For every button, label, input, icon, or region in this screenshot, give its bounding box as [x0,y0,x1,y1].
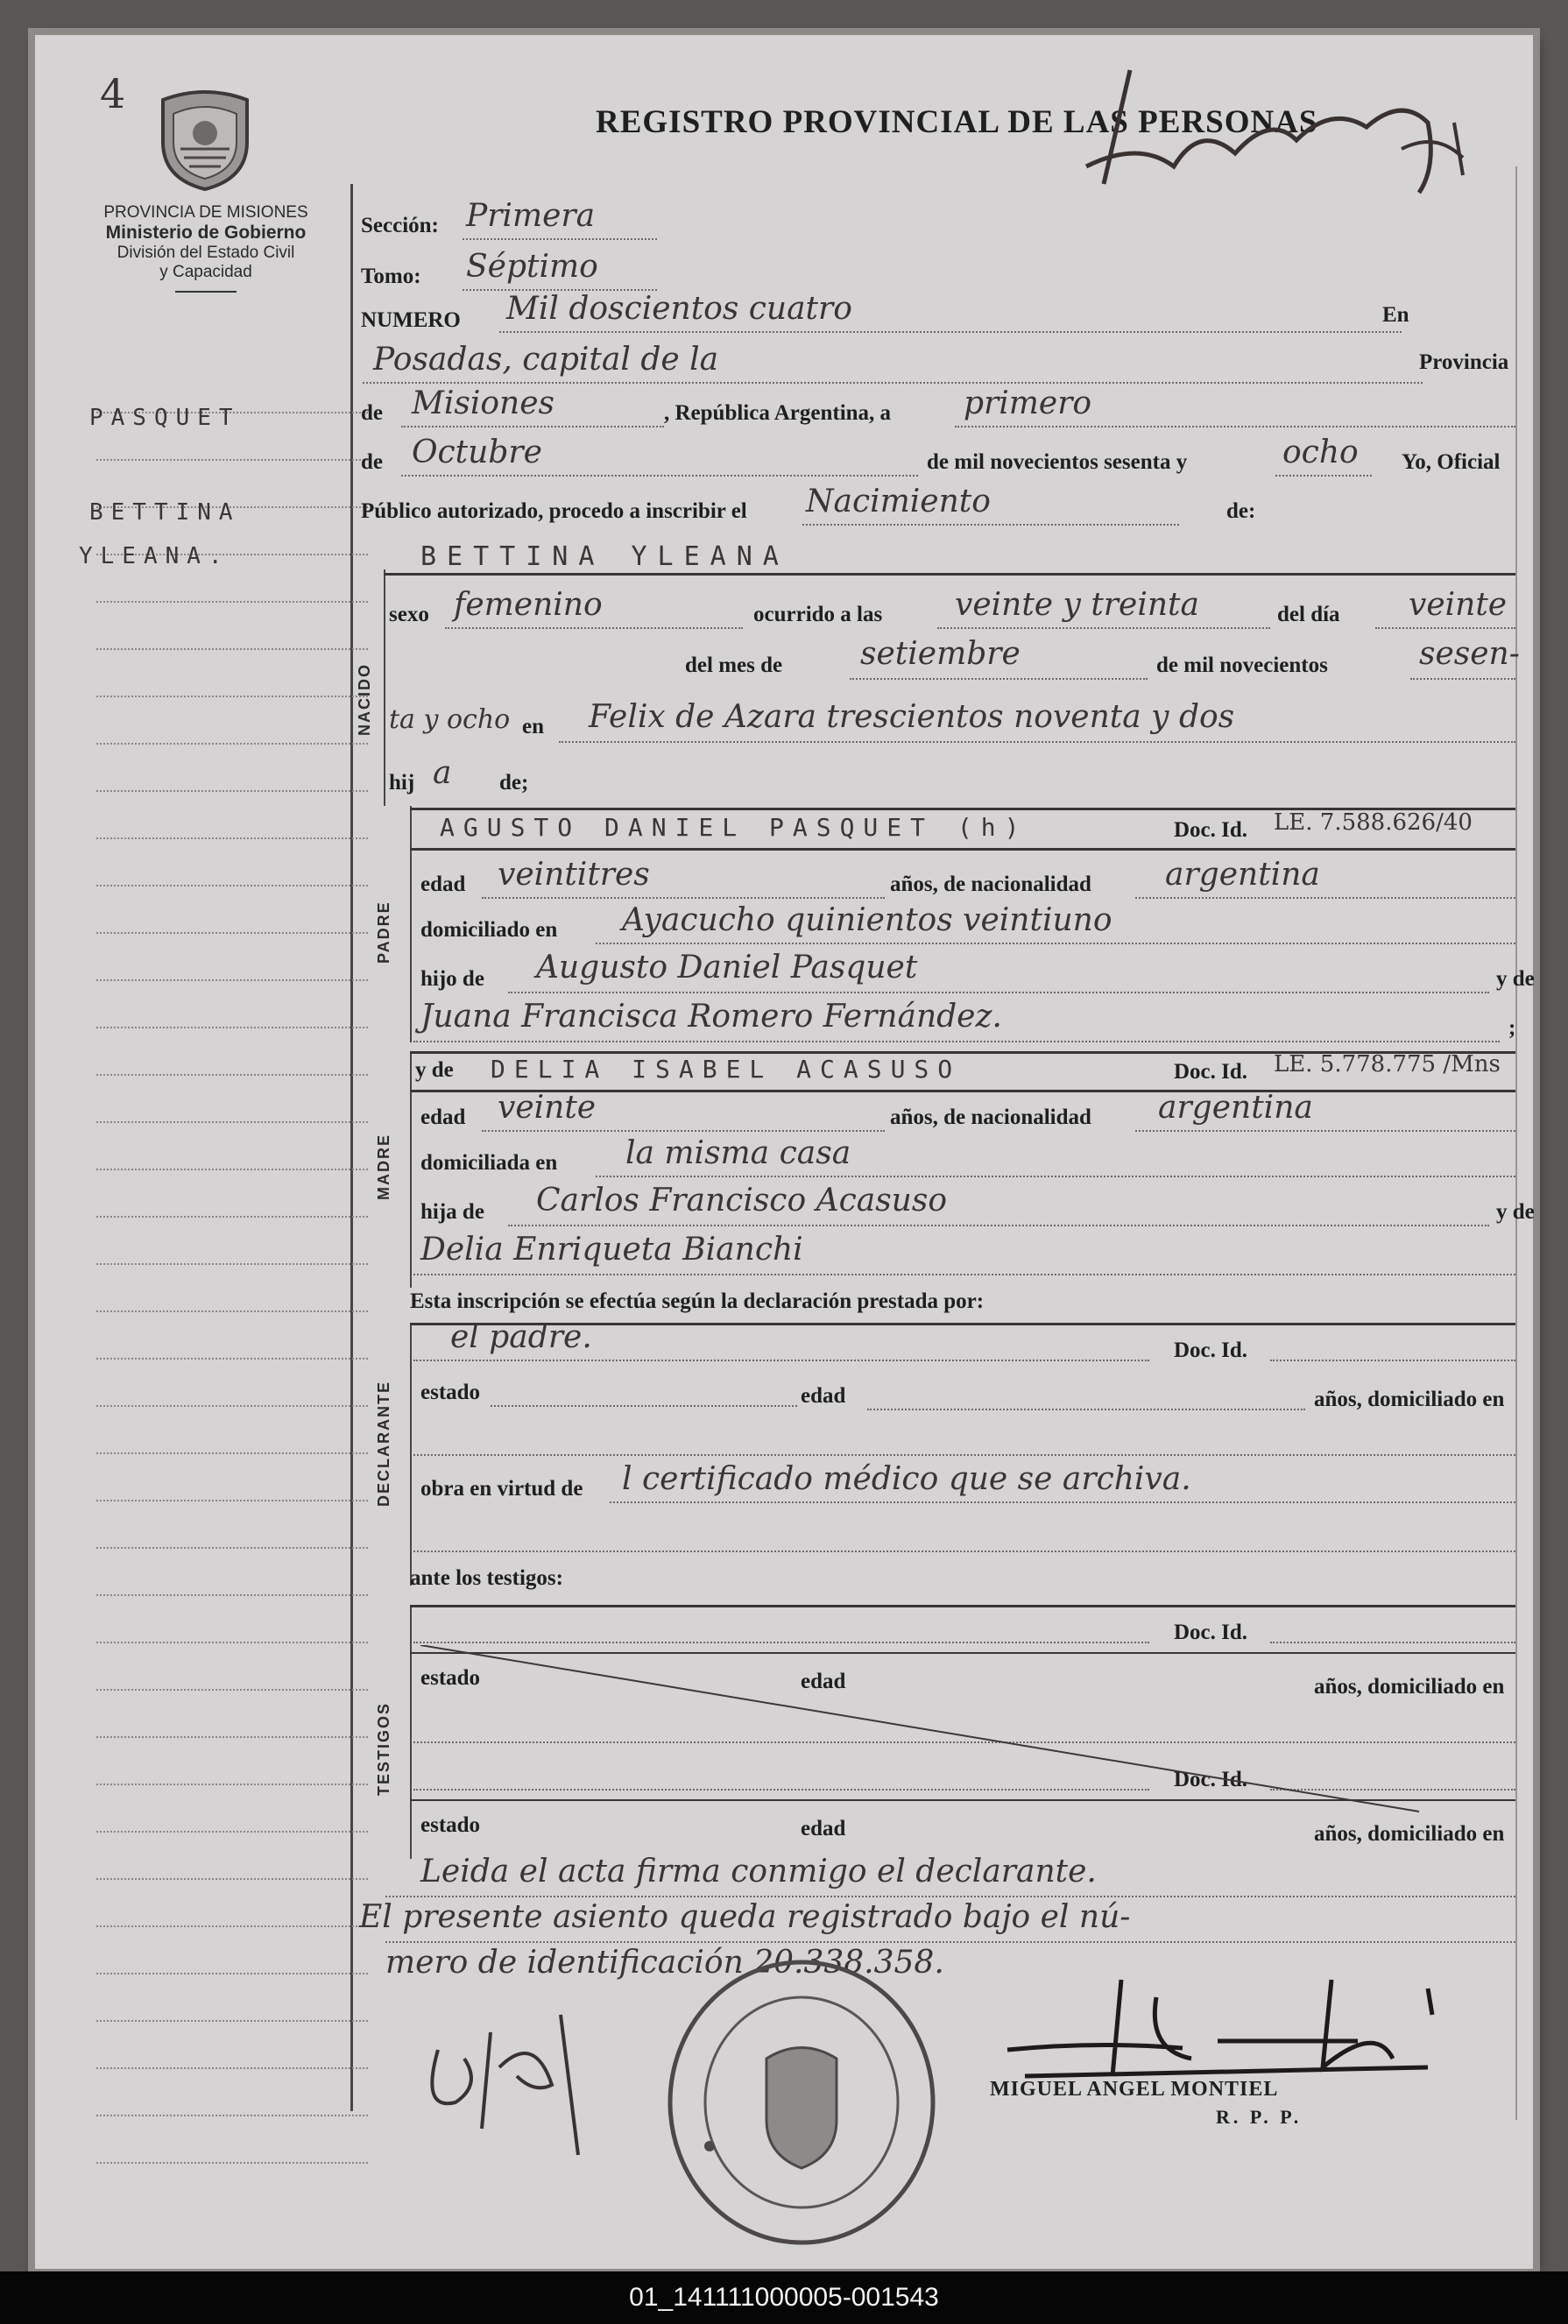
margin-rule [96,790,368,792]
margin-rule [96,696,368,697]
margin-rule [96,648,368,650]
value-mes-nac: setiembre [860,636,1021,672]
document-title: REGISTRO PROVINCIAL DE LAS PERSONAS [596,104,1318,140]
margin-rule [96,1074,368,1076]
margin-rule [96,1784,368,1785]
margin-rule [96,2115,368,2116]
label-testigo-2-domic: años, domiciliado en [1314,1822,1505,1846]
note-line-1: Leida el acta firma conmigo el declarante. [420,1854,1097,1890]
margin-rule [96,932,368,934]
line-anio-nac-a [1410,678,1515,680]
margin-rule [96,1925,368,1927]
label-numero: NUMERO [361,308,461,332]
margin-rule [96,1263,368,1265]
side-label-madre: MADRE [375,1134,392,1200]
line-padre-madre [413,1041,1500,1042]
margin-surname: PASQUET [89,405,241,431]
margin-rule [96,1594,368,1596]
side-label-padre: PADRE [375,901,392,964]
label-ocurrido: ocurrido a las [753,603,883,626]
value-padre-padre: Augusto Daniel Pasquet [536,950,918,985]
margin-rule [96,1452,368,1454]
padre-bracket [410,806,412,1042]
label-de-1: de [361,401,383,425]
margin-rule [96,1405,368,1407]
line-dia [955,426,1515,427]
label-provincia: Provincia [1419,350,1509,374]
label-madre-domic: domiciliada en [420,1151,558,1175]
value-hij-suffix: a [433,755,452,791]
line-padre-edad [482,897,885,899]
value-nacido-nombre: BETTINA YLEANA [420,541,789,572]
value-acto: Nacimiento [806,484,991,519]
line-madre-nac [1135,1130,1515,1132]
line-note-2 [385,1941,1515,1943]
label-testigo-2-estado: estado [420,1813,481,1837]
margin-rule [96,979,368,981]
label-madre-y-de-2: y de [1496,1200,1535,1224]
label-testigo-1-domic: años, domiciliado en [1314,1675,1505,1699]
margin-given-2: YLEANA. [79,543,230,569]
value-ciudad: Posadas, capital de la [373,342,719,378]
margin-rule [96,1547,368,1549]
rule-padre-name [410,848,1515,851]
label-seccion: Sección: [361,214,439,237]
testigos-bracket [410,1605,412,1859]
label-testigo-1-edad: edad [801,1670,846,1693]
note-line-2: El presente asiento queda registrado bajo el nú- [359,1899,1131,1935]
value-padre-domic: Ayacucho quinientos veintiuno [622,902,1112,938]
line-seccion [463,238,657,240]
value-dia-inscripcion: primero [964,385,1092,421]
label-doc-padre: Doc. Id. [1174,818,1248,842]
nacido-bracket [384,569,385,806]
value-anio: ocho [1282,434,1359,470]
margin-rule [96,743,368,745]
line-mes-nac [850,678,1148,680]
value-padre-doc: LE. 7.588.626/40 [1274,809,1473,836]
margin-rule [96,1689,368,1691]
value-madre-edad: veinte [498,1090,597,1126]
line-mes [401,475,918,477]
value-madre-domic: la misma casa [625,1135,851,1171]
value-seccion: Primera [466,198,596,234]
cancel-stroke [420,1645,1428,1825]
line-padre-padre [508,992,1489,993]
signer-name: MIGUEL ANGEL MONTIEL [990,2078,1279,2101]
label-madre-y-de: y de [415,1058,454,1082]
label-declarante-estado: estado [420,1381,481,1404]
label-padre-y-de: y de [1496,967,1535,991]
side-label-testigos: TESTIGOS [375,1701,392,1796]
value-hora: veinte y treinta [955,587,1199,623]
label-esta-inscripcion: Esta inscripción se efectúa según la declaración prestada por: [410,1289,985,1313]
value-anio-nac-b: ta y ocho [389,704,511,735]
right-edge-rule [1515,166,1517,2120]
line-numero [499,331,1402,333]
margin-rule [96,1027,368,1028]
line-padre-nac [1135,897,1515,899]
margin-rule [96,1500,368,1501]
label-semicolon: ; [1508,1016,1516,1040]
official-seal-icon [657,1953,946,2256]
margin-rule [96,837,368,839]
registry-page [35,35,1533,2269]
note-line-3: mero de identificación 20.338.358. [385,1945,944,1981]
margin-rule [96,1736,368,1738]
label-yo-oficial: Yo, Oficial [1402,450,1501,474]
declarant-signature [403,1980,648,2177]
margin-rule [96,1642,368,1643]
left-column-rule [350,184,353,2111]
label-doc-testigo-2: Doc. Id. [1174,1768,1248,1791]
office-line-1: PROVINCIA DE MISIONES [103,203,308,222]
line-dia-nac [1375,627,1515,629]
line-note-1 [385,1896,1515,1897]
margin-rule [96,1878,368,1880]
label-declarante-domic: años, domiciliado en [1314,1388,1505,1411]
line-padre-domic [596,943,1515,944]
line-sexo [445,627,743,629]
line-madre-domic [596,1176,1515,1177]
value-sexo: femenino [454,587,603,623]
line-madre-padre [508,1225,1489,1226]
line-declarante [413,1360,1149,1361]
value-declarante: el padre. [450,1319,592,1355]
signer-office: R. P. P. [1216,2106,1303,2128]
label-madre-edad: edad [420,1105,466,1129]
label-testigo-1-estado: estado [420,1666,481,1690]
line-declarante-edad [867,1409,1305,1410]
value-madre-nombre: DELIA ISABEL ACASUSO [491,1055,962,1084]
label-mil: de mil novecientos sesenta y [927,450,1188,474]
margin-rule [96,1310,368,1312]
margin-rule [96,2020,368,2022]
margin-rule [96,1169,368,1170]
label-de-2: de [361,450,383,474]
line-hora [937,627,1270,629]
madre-bracket [410,1051,412,1288]
line-doc-testigo-1 [1270,1642,1515,1643]
value-mes: Octubre [412,434,542,470]
header-rule [175,291,237,293]
side-label-nacido: NACIDO [356,663,373,736]
line-testigo-1 [413,1642,1149,1643]
office-line-4: y Capacidad [159,263,252,281]
line-provincia [401,426,664,427]
label-hija-de: hija de [420,1200,484,1224]
label-doc-testigo-1: Doc. Id. [1174,1621,1248,1644]
margin-rule [96,601,368,603]
office-line-3: División del Estado Civil [117,244,295,262]
line-acto [802,524,1179,526]
image-caption: 01_141111000005-001543 [0,2271,1568,2324]
line-ciudad [363,382,1423,384]
line-madre-madre [413,1274,1515,1275]
margin-rule [96,1121,368,1123]
line-obra-2 [413,1551,1515,1552]
label-padre-edad: edad [420,872,466,896]
label-testigo-2-edad: edad [801,1817,846,1840]
value-madre-doc: LE. 5.778.775 /Mns [1274,1051,1501,1077]
line-doc-declarante [1270,1360,1515,1361]
label-republica: , República Argentina, a [664,401,892,425]
value-madre-madre: Delia Enriqueta Bianchi [420,1232,803,1268]
rule-testigos-top [410,1605,1515,1607]
page-number: 4 [100,70,126,117]
label-obra: obra en virtud de [420,1477,583,1501]
label-padre-nac: años, de nacionalidad [890,872,1091,896]
line-lugar [559,741,1515,743]
label-de-semicolon: de; [499,771,529,795]
value-tomo: Séptimo [466,249,598,285]
margin-rule [96,1831,368,1833]
value-obra: l certificado médico que se archiva. [622,1461,1191,1497]
margin-rule [96,1216,368,1218]
line-madre-edad [482,1130,885,1132]
label-sexo: sexo [389,603,429,626]
value-anio-nac-a: sesen- [1419,636,1520,672]
line-anio [1275,475,1372,477]
side-label-declarante: DECLARANTE [375,1381,392,1507]
label-publico: Público autorizado, procedo a inscribir el [361,499,747,523]
label-doc-madre: Doc. Id. [1174,1060,1248,1084]
label-del-dia: del día [1277,603,1340,626]
label-en: En [1382,303,1409,327]
rule-nacido-top [384,573,1515,576]
label-doc-declarante: Doc. Id. [1174,1339,1248,1362]
value-madre-nac: argentina [1158,1090,1313,1126]
line-declarante-domic [413,1454,1515,1456]
label-declarante-edad: edad [801,1384,846,1408]
value-numero: Mil doscientos cuatro [506,291,852,327]
margin-rule [96,885,368,887]
value-dia-nac: veinte [1409,587,1508,623]
margin-rule [96,2162,368,2164]
margin-given-1: BETTINA [89,499,241,526]
line-obra [610,1501,1515,1503]
line-declarante-estado [491,1405,797,1407]
label-tomo: Tomo: [361,265,421,288]
label-del-mes: del mes de [685,653,783,677]
value-padre-nombre: AGUSTO DANIEL PASQUET (h) [440,813,1028,842]
top-signature [1069,44,1489,223]
margin-rule [96,459,368,461]
value-madre-padre: Carlos Francisco Acasuso [536,1183,948,1219]
margin-rule [96,1973,368,1974]
value-padre-madre: Juana Francisca Romero Fernández. [420,999,1002,1035]
value-lugar: Felix de Azara trescientos noventa y dos [589,699,1235,735]
value-padre-nac: argentina [1165,857,1320,893]
label-de-colon: de: [1226,499,1256,523]
label-ante: ante los testigos: [410,1566,563,1590]
margin-rule [96,1358,368,1360]
office-line-2: Ministerio de Gobierno [105,223,307,243]
label-hij: hij [389,771,415,795]
label-padre-domic: domiciliado en [420,918,558,942]
value-padre-edad: veintitres [498,857,650,893]
value-provincia: Misiones [412,385,555,421]
label-mil-2: de mil novecientos [1156,653,1328,677]
label-madre-nac: años, de nacionalidad [890,1105,1091,1129]
label-en-nac: en [522,715,544,738]
label-hijo-de: hijo de [420,967,484,991]
margin-rule [96,2067,368,2069]
office-header [61,203,350,293]
coat-of-arms-icon [154,88,256,197]
declarante-bracket [410,1323,412,1586]
